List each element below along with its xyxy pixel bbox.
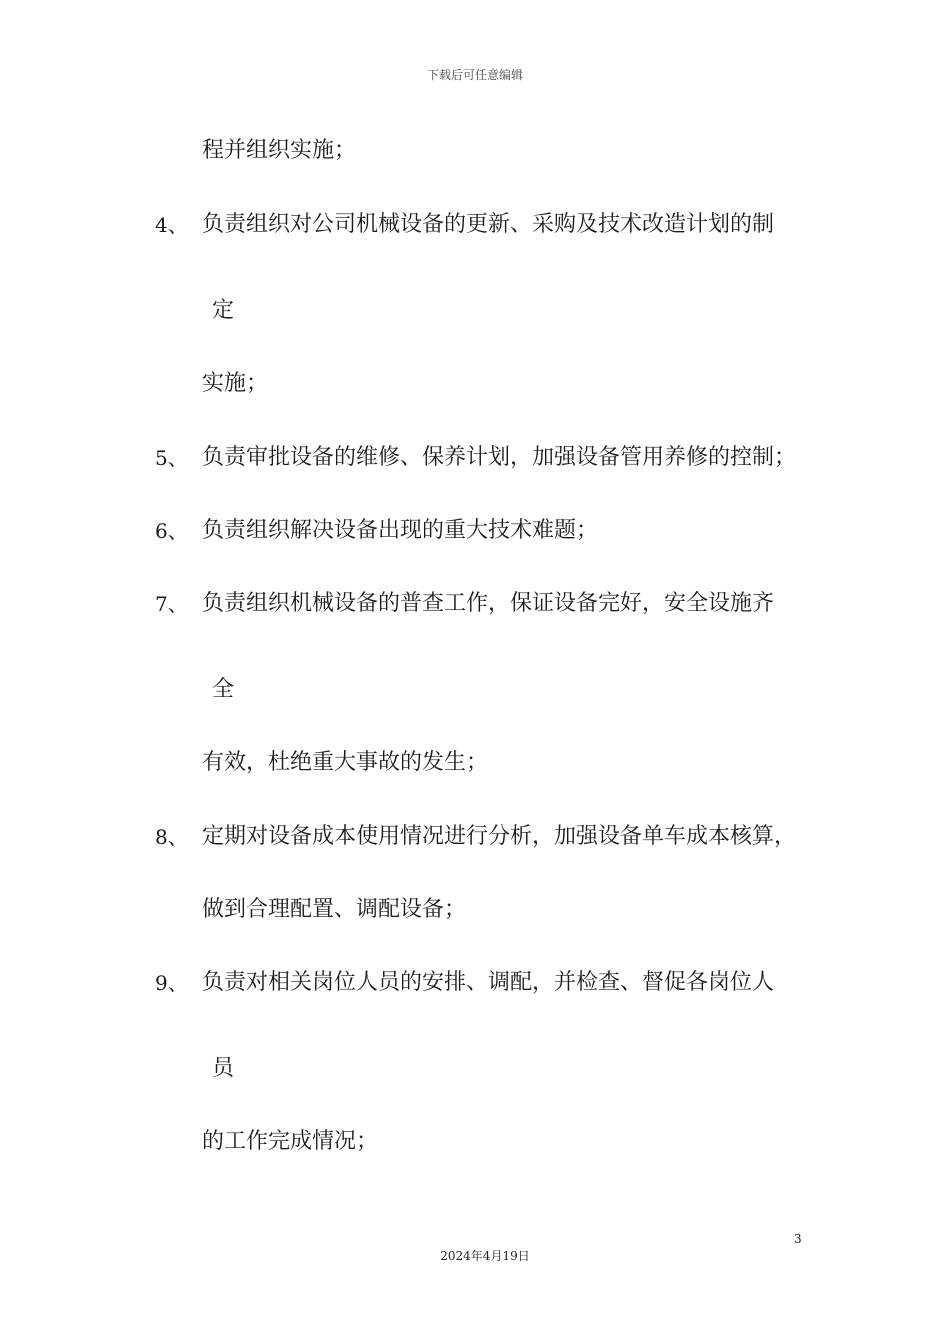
list-number: 6、 bbox=[155, 519, 188, 543]
text-line: 有效，杜绝重大事故的发生； bbox=[202, 750, 489, 775]
text-line: 定期对设备成本使用情况进行分析，加强设备单车成本核算， bbox=[202, 824, 797, 849]
text-line: 定 bbox=[212, 298, 235, 323]
list-number: 7、 bbox=[155, 592, 188, 616]
text-line: 负责组织机械设备的普查工作，保证设备完好，安全设施齐 bbox=[202, 591, 775, 616]
text-line: 负责组织对公司机械设备的更新、采购及技术改造计划的制 bbox=[202, 212, 775, 237]
text-line: 负责审批设备的维修、保养计划，加强设备管用养修的控制； bbox=[202, 445, 797, 470]
list-number: 4、 bbox=[155, 213, 188, 237]
list-number: 5、 bbox=[155, 446, 188, 470]
text-line: 全 bbox=[212, 677, 235, 702]
text-line: 员 bbox=[212, 1056, 235, 1081]
text-line: 的工作完成情况； bbox=[202, 1129, 379, 1154]
text-line: 实施； bbox=[202, 371, 269, 396]
text-line: 做到合理配置、调配设备； bbox=[202, 897, 467, 922]
text-line: 负责对相关岗位人员的安排、调配，并检查、督促各岗位人 bbox=[202, 970, 775, 995]
list-number: 8、 bbox=[155, 825, 188, 849]
text-line: 程并组织实施； bbox=[202, 138, 357, 163]
page-header: 下载后可任意编辑 bbox=[426, 68, 523, 82]
list-number: 9、 bbox=[155, 971, 188, 995]
page-number: 3 bbox=[794, 1232, 802, 1246]
text-line: 负责组织解决设备出现的重大技术难题； bbox=[202, 518, 599, 543]
footer-date: 2024年4月19日 bbox=[440, 1249, 530, 1263]
